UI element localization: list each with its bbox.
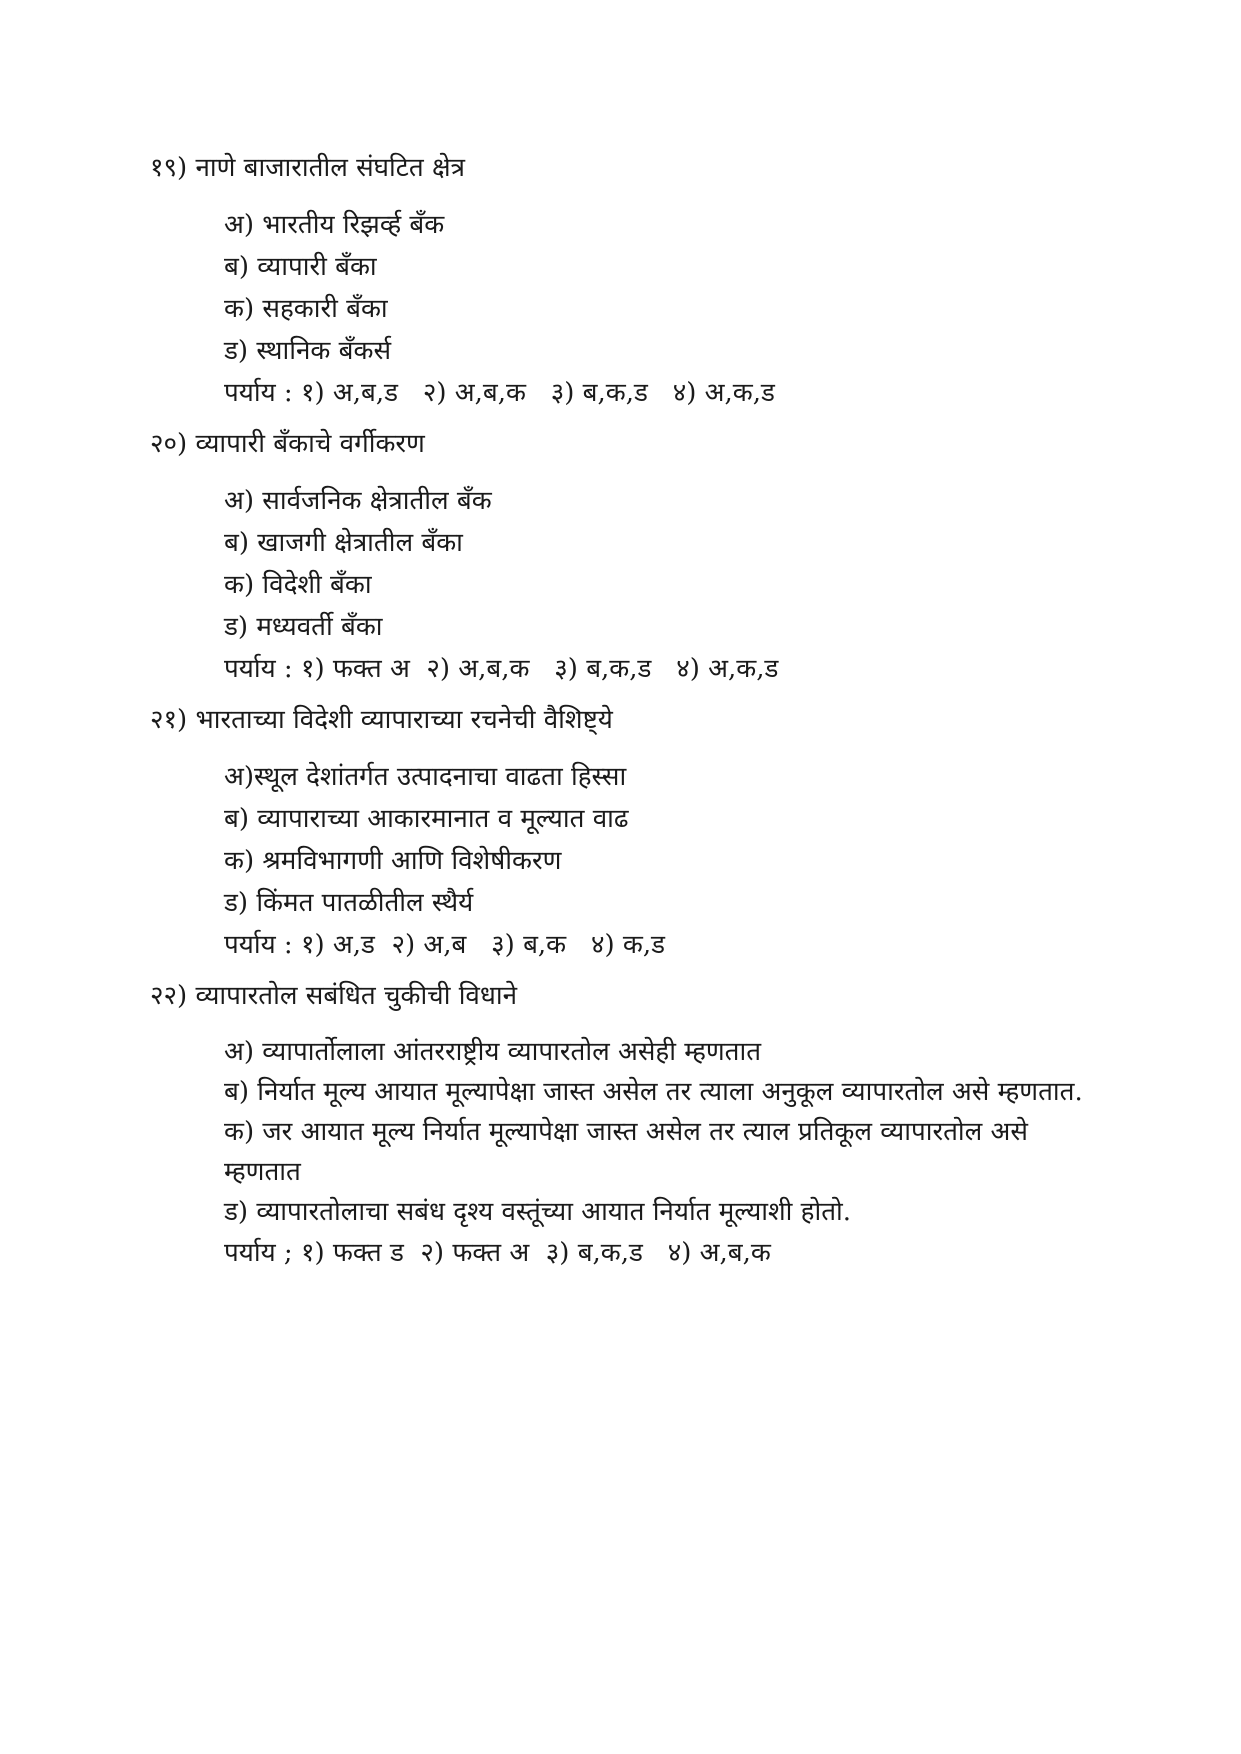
option-a: अ) भारतीय रिझर्व्ह बँक bbox=[224, 210, 445, 240]
answer-choices: पर्याय : १) अ,ब,ड २) अ,ब,क ३) ब,क,ड ४) अ,क,ड bbox=[224, 378, 775, 408]
question-22 bbox=[150, 976, 1110, 1274]
document-page bbox=[150, 148, 1110, 1284]
option-list bbox=[224, 480, 1110, 690]
option-d: ड) व्यापारतोलाचा सबंध दृश्य वस्तूंच्या आयात निर्यात मूल्याशी होतो. bbox=[224, 1197, 852, 1227]
option-c: क) सहकारी बँका bbox=[224, 294, 388, 324]
option-c: क) श्रमविभागणी आणि विशेषीकरण bbox=[224, 846, 562, 876]
option-list bbox=[224, 756, 1110, 966]
option-a: अ) सार्वजनिक क्षेत्रातील बँक bbox=[224, 486, 492, 516]
answer-choices: पर्याय ; १) फक्त ड २) फक्त अ ३) ब,क,ड ४) अ,ब,क bbox=[224, 1238, 771, 1268]
option-b: ब) व्यापाराच्या आकारमानात व मूल्यात वाढ bbox=[224, 804, 629, 834]
answer-choices: पर्याय : १) अ,ड २) अ,ब ३) ब,क ४) क,ड bbox=[224, 930, 666, 960]
answer-choices: पर्याय : १) फक्त अ २) अ,ब,क ३) ब,क,ड ४) अ,क,ड bbox=[224, 654, 779, 684]
option-d: ड) मध्यवर्ती बँका bbox=[224, 612, 383, 642]
question-19 bbox=[150, 148, 1110, 414]
question-20 bbox=[150, 424, 1110, 690]
option-b: ब) खाजगी क्षेत्रातील बँका bbox=[224, 528, 463, 558]
option-c: क) जर आयात मूल्य निर्यात मूल्यापेक्षा जास्त असेल तर त्याल प्रतिकूल व्यापारतोल असे म्हणतात bbox=[224, 1117, 1028, 1187]
option-b: ब) निर्यात मूल्य आयात मूल्यापेक्षा जास्त असेल तर त्याला अनुकूल व्यापारतोल असे म्हणतात. bbox=[224, 1077, 1083, 1107]
option-c: क) विदेशी बँका bbox=[224, 570, 372, 600]
option-d: ड) किंमत पातळीतील स्थैर्य bbox=[224, 888, 474, 918]
option-a: अ)स्थूल देशांतर्गत उत्पादनाचा वाढता हिस्सा bbox=[224, 762, 627, 792]
option-list bbox=[224, 204, 1110, 414]
question-21 bbox=[150, 700, 1110, 966]
question-title: २१) भारताच्या विदेशी व्यापाराच्या रचनेची वैशिष्ट्ये bbox=[150, 705, 613, 735]
question-title: २०) व्यापारी बँकाचे वर्गीकरण bbox=[150, 429, 425, 459]
option-a: अ) व्यापार्तोलाला आंतरराष्ट्रीय व्यापारतोल असेही म्हणतात bbox=[224, 1037, 762, 1067]
option-d: ड) स्थानिक बँकर्स bbox=[224, 336, 392, 366]
question-title: २२) व्यापारतोल सबंधित चुकीची विधाने bbox=[150, 981, 518, 1011]
option-list bbox=[224, 1032, 1110, 1274]
option-b: ब) व्यापारी बँका bbox=[224, 252, 377, 282]
question-title: १९) नाणे बाजारातील संघटित क्षेत्र bbox=[150, 153, 465, 183]
